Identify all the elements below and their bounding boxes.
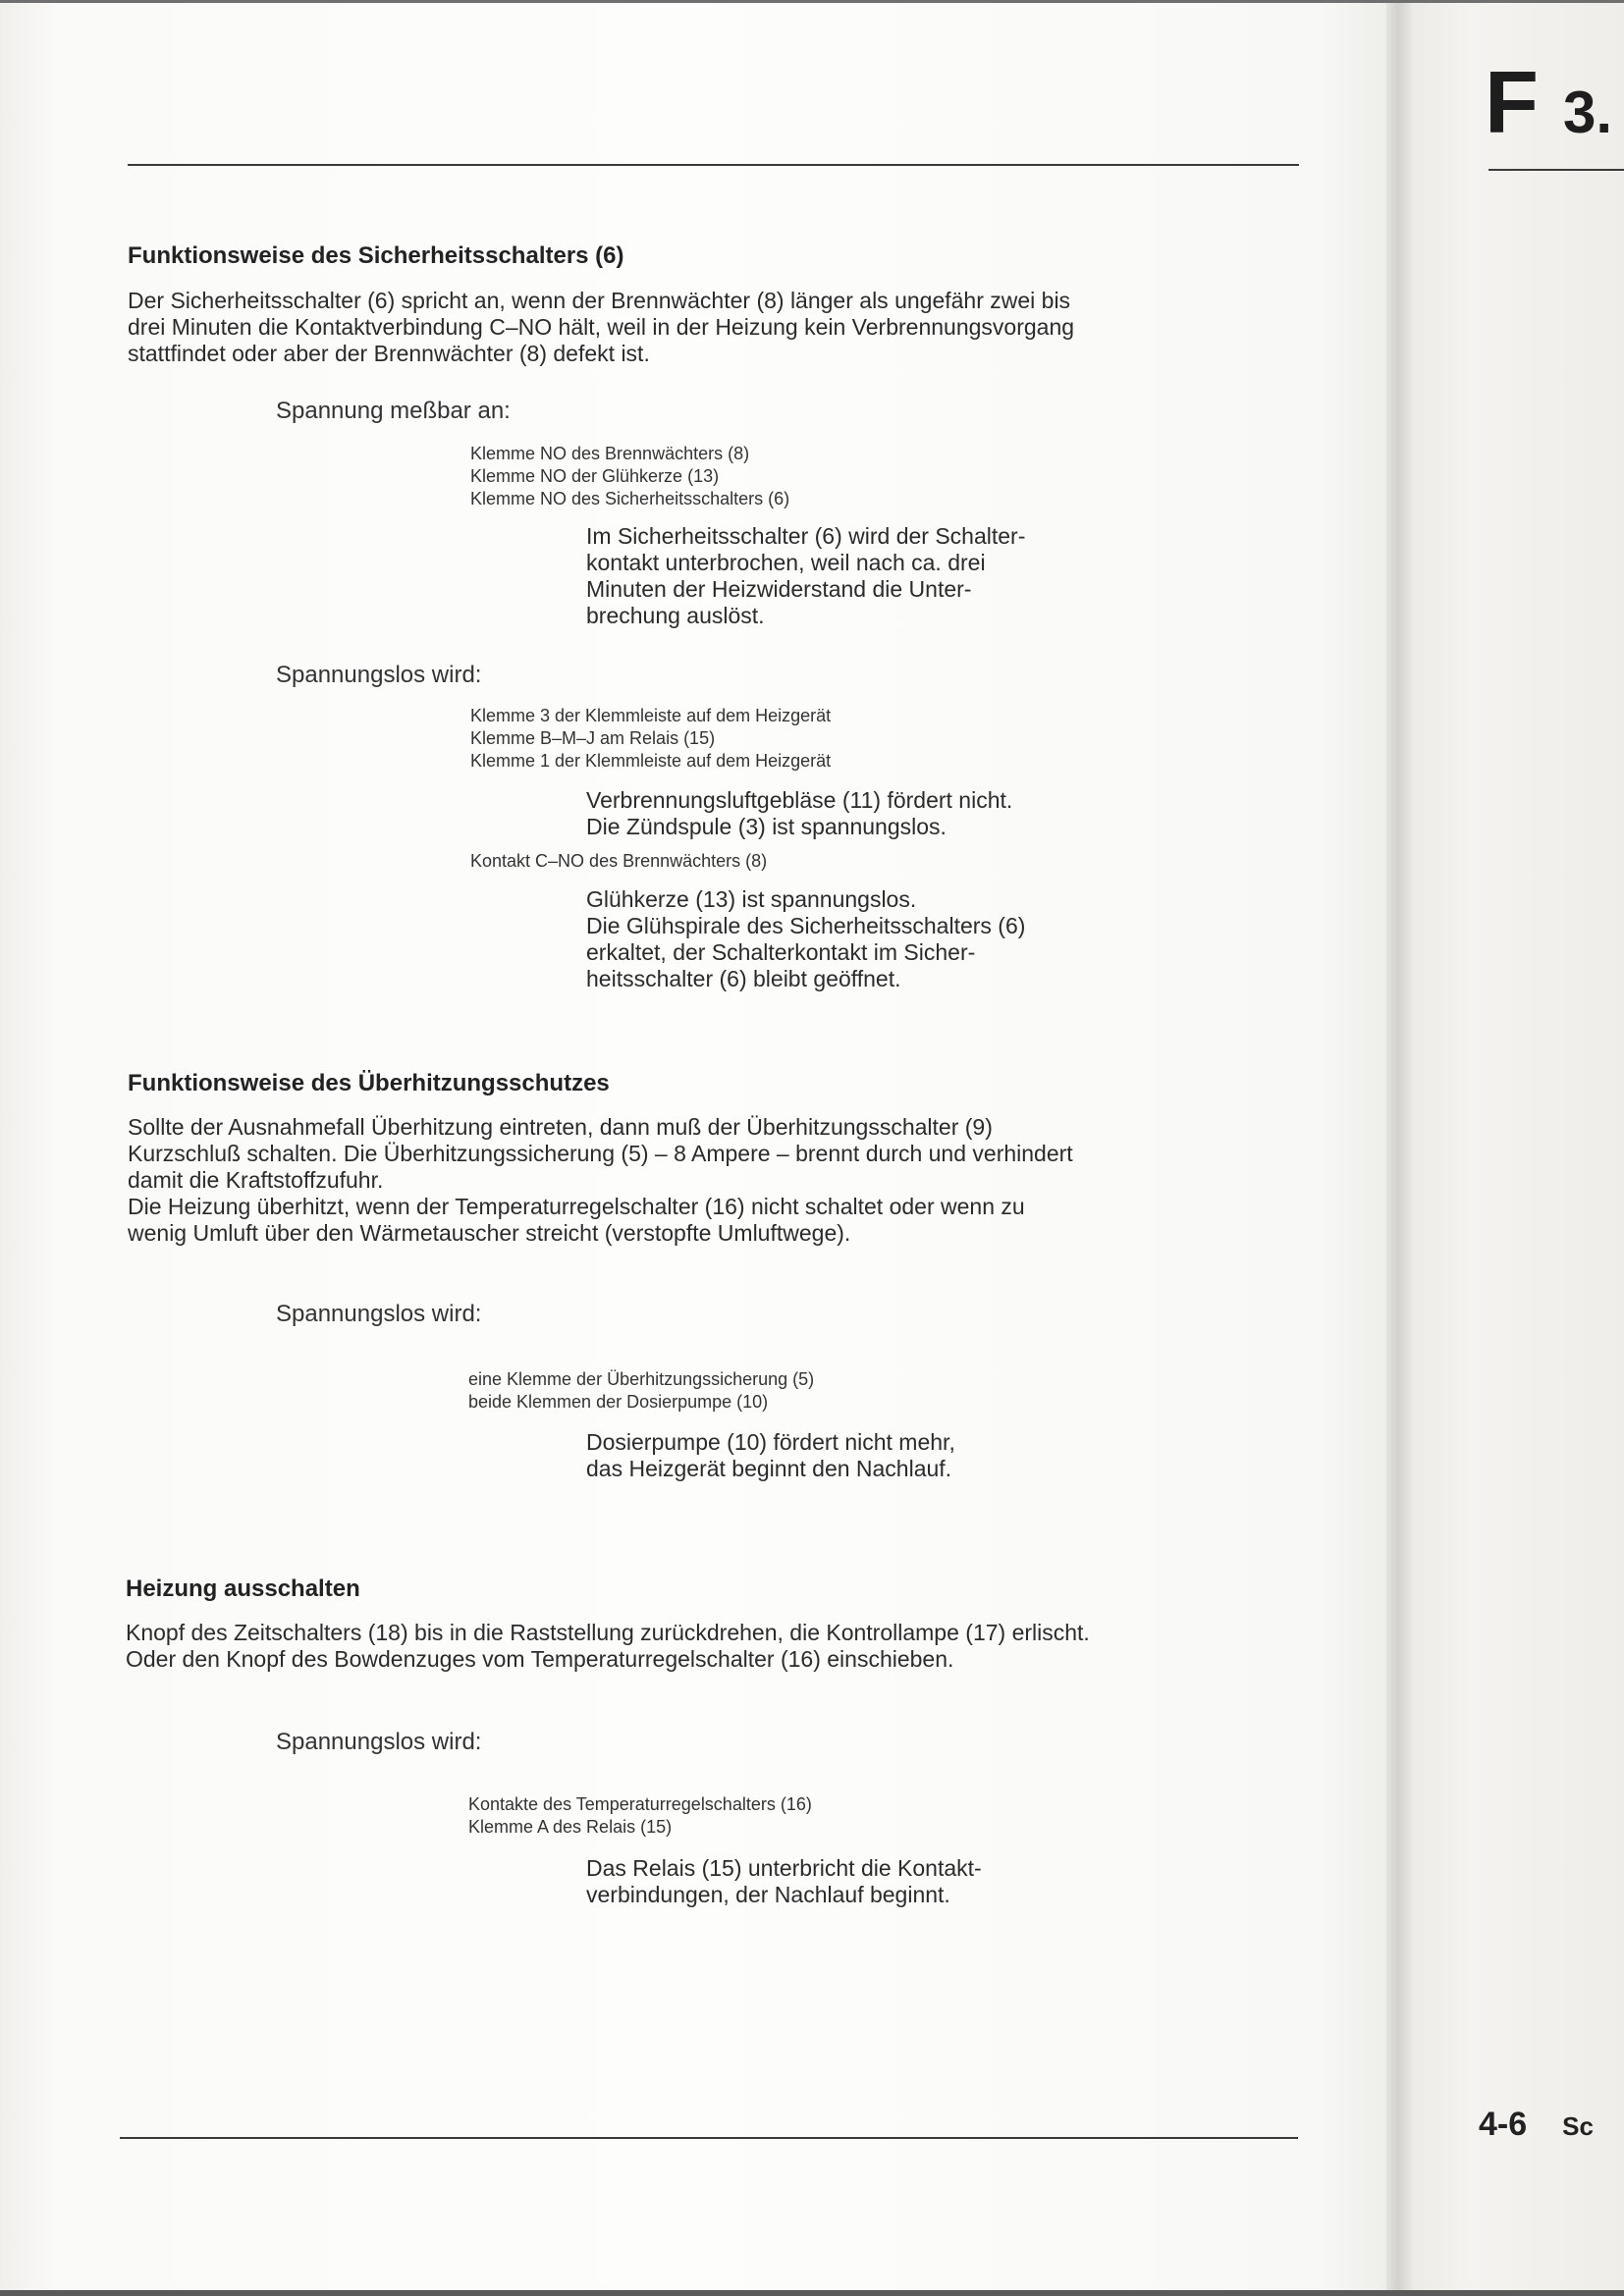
s2-para-line: wenig Umluft über den Wärmetauscher streicht (verstopfte Umluftwege). [128, 1220, 851, 1246]
page-number-suffix: Sc [1562, 2111, 1594, 2141]
list-item: eine Klemme der Überhitzungssicherung (5) [468, 1369, 815, 1389]
section-number: 3. [1563, 80, 1613, 145]
s1-para-line: Der Sicherheitsschalter (6) spricht an, wenn der Brennwächter (8) länger als ungefähr zwei bis [128, 288, 1071, 313]
result-line: Die Glühspirale des Sicherheitsschalters (6) [586, 913, 1026, 938]
s1-dead-result-2 [586, 886, 1025, 992]
top-rule [128, 164, 1299, 166]
s1-dead-item-4 [470, 850, 767, 873]
right-top-rule [1489, 169, 1624, 171]
s1-dead-result-1 [586, 787, 1012, 840]
s1-measurable-list [470, 443, 789, 510]
s1-para-line: stattfindet oder aber der Brennwächter (8) defekt ist. [128, 341, 650, 366]
result-line: kontakt unterbrochen, weil nach ca. drei [586, 550, 986, 575]
s1-dead-label: Spannungslos wird: [276, 662, 482, 688]
page-number [1479, 2106, 1594, 2144]
s3-para-line: Oder den Knopf des Bowdenzuges vom Temperaturregelschalter (16) einschieben. [126, 1646, 954, 1672]
right-page [1412, 0, 1624, 2296]
result-line: Minuten der Heizwiderstand die Unter- [586, 576, 972, 602]
s1-paragraph [128, 288, 1074, 367]
s2-heading: Funktionsweise des Überhitzungsschutzes [128, 1070, 610, 1096]
s2-para-line: damit die Kraftstoffzufuhr. [128, 1167, 384, 1193]
s3-dead-list [468, 1793, 812, 1839]
result-line: Im Sicherheitsschalter (6) wird der Schalter- [586, 523, 1026, 549]
list-item: Kontakte des Temperaturregelschalters (16) [468, 1794, 812, 1814]
result-line: das Heizgerät beginnt den Nachlauf. [586, 1456, 952, 1481]
s2-para-line: Sollte der Ausnahmefall Überhitzung eintreten, dann muß der Überhitzungsschalter (9) [128, 1114, 993, 1140]
s3-dead-label: Spannungslos wird: [276, 1729, 482, 1755]
list-item: Klemme NO der Glühkerze (13) [470, 466, 720, 486]
s3-para-line: Knopf des Zeitschalters (18) bis in die Raststellung zurückdrehen, die Kontrollampe (17) erlischt. [126, 1620, 1090, 1645]
list-item: Klemme B–M–J am Relais (15) [470, 728, 716, 748]
section-letter: F [1485, 54, 1539, 152]
s2-para-line: Die Heizung überhitzt, wenn der Temperaturregelschalter (16) nicht schaltet oder wenn zu [128, 1194, 1025, 1219]
result-line: brechung auslöst. [586, 603, 765, 628]
s2-dead-label: Spannungslos wird: [276, 1301, 482, 1327]
top-edge [0, 0, 1624, 3]
list-item: Kontakt C–NO des Brennwächters (8) [470, 851, 768, 871]
s1-para-line: drei Minuten die Kontaktverbindung C–NO hält, weil in der Heizung kein Verbrennungsvorgang [128, 314, 1075, 340]
result-line: Das Relais (15) unterbricht die Kontakt- [586, 1855, 982, 1881]
result-line: Dosierpumpe (10) fördert nicht mehr, [586, 1429, 955, 1455]
s2-paragraph [128, 1114, 1073, 1247]
section-mark [1485, 54, 1613, 152]
s1-measurable-result [586, 523, 1025, 629]
list-item: Klemme 1 der Klemmleiste auf dem Heizgerät [470, 751, 832, 771]
result-line: Verbrennungsluftgebläse (11) fördert nicht. [586, 787, 1013, 813]
s3-dead-result [586, 1855, 982, 1908]
bottom-edge [0, 2290, 1624, 2296]
list-item: Klemme NO des Brennwächters (8) [470, 444, 750, 463]
result-line: Glühkerze (13) ist spannungslos. [586, 886, 917, 912]
bottom-rule [120, 2137, 1298, 2139]
s1-measurable-label: Spannung meßbar an: [276, 398, 511, 424]
list-item: Klemme 3 der Klemmleiste auf dem Heizgerät [470, 706, 832, 725]
s3-paragraph [126, 1620, 1090, 1673]
s2-dead-result [586, 1429, 955, 1482]
s2-para-line: Kurzschluß schalten. Die Überhitzungssicherung (5) – 8 Ampere – brennt durch und verhindert [128, 1141, 1073, 1166]
result-line: verbindungen, der Nachlauf beginnt. [586, 1882, 950, 1907]
list-item: Klemme NO des Sicherheitsschalters (6) [470, 489, 790, 508]
list-item: beide Klemmen der Dosierpumpe (10) [468, 1392, 769, 1412]
s1-dead-list [470, 705, 831, 773]
s3-heading: Heizung ausschalten [126, 1575, 360, 1602]
page-number-value: 4-6 [1479, 2106, 1528, 2143]
result-line: Die Zündspule (3) ist spannungslos. [586, 814, 947, 839]
page-fold [1386, 0, 1412, 2296]
s1-heading: Funktionsweise des Sicherheitsschalters (6) [128, 242, 624, 269]
s2-dead-list [468, 1368, 814, 1414]
result-line: heitsschalter (6) bleibt geöffnet. [586, 966, 901, 991]
list-item: Klemme A des Relais (15) [468, 1817, 673, 1837]
result-line: erkaltet, der Schalterkontakt im Sicher- [586, 939, 976, 965]
